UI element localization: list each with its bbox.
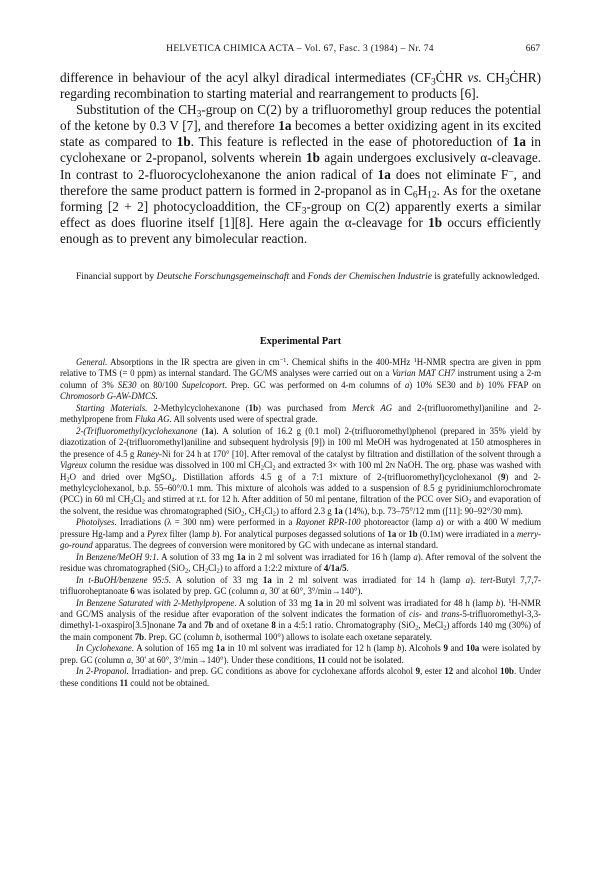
page-number: 667 [525,44,540,54]
exp-heading: In t-BuOH/benzene 95:5. [76,574,172,585]
section-title: Experimental Part [259,336,342,347]
running-header [60,44,540,60]
exp-heading: Photolyses. [76,517,117,528]
exp-heading: 2-(Trifluoromethyl)cyclohexanone [76,425,198,436]
exp-heading: In 2-Propanol. [76,666,129,677]
exp-starting-materials: Starting Materials. 2-Methylcyclohexanone (1b) was purchased from Merck AG and 2-(trifluoromethyl)aniline and 2-methylpropene from Fluka AG. All solvents used were of spectral grade. [60,402,542,425]
exp-heading: Starting Materials. [76,402,148,413]
exp-heading: In Cyclohexane. [76,643,135,654]
paragraph-continued: difference in behaviour of the acyl alkyl diradical intermediates ($CF_3ĊHR$ vs. $CH_3ĊHR$) regarding recombination to starting material and rearrangement to products [6]. [60,70,541,102]
journal-citation: HELVETICA CHIMICA ACTA – Vol. 67, Fasc. 3 (1984) – Nr. 74 [166,44,434,54]
exp-heading: In Benzene Saturated with 2-Methylpropene. [76,597,237,608]
acknowledgment: Financial support by Deutsche Forschungsgemeinschaft and Fonds der Chemischen Industrie is gratefully acknowledged. [76,272,540,282]
exp-methylpropene: In Benzene Saturated with 2-Methylpropene. A solution of 33 mg 1a in 20 ml solvent was irradiated for 48 h (lamp b). $^1$H-NMR and GC/MS analysis of the residue after evaporation of the solvent indicates the formation of cis- and trans-5-trifluoromethyl-3,3-dimethyl-1-oxaspiro[3.5]nonane 7a and 7b and of oxetane 8 in a 4:5:1 ratio. Chromatography (SiO$_2$, MeCl$_2$) affords 140 mg (30%) of the main component 7b. Prep. GC (column b, isothermal 100°) allows to isolate each oxetane separately. [60,597,541,642]
paragraph-substitution: Substitution of the $CH_3$-group on C(2) by a trifluoromethyl group reduces the potential of the ketone by 0.3 V [7], and therefore 1a becomes a better oxidizing agent in its excited state as compared to 1b. This feature is reflected in the ease of photoreduction of 1a in cyclohexane or 2-propanol, solvents wherein 1b again undergoes exclusively α-cleavage. In contrast to 2-fluorocyclohexanone the anion radical of 1a does not eliminate F−, and therefore the same product pattern is formed in 2-propanol as in $C_6H_{12}$. As for the oxetane forming [2 + 2] photocycloaddition, the $CF_3$-group on C(2) apparently exerts a similar effect as does fluorine itself [1][8]. Here again the α-cleavage for 1b occurs efficiently enough as to prevent any bimolecular reaction. [60,102,542,246]
main-body-text [60,70,541,247]
exp-benzene-meoh: In Benzene/MeOH 9:1. A solution of 33 mg 1a in 2 ml solvent was irradiated for 16 h (lamp a). After removal of the solvent the residue was chromatographed (SiO$_2$, $CH_2Cl_2$) to afford a 1:2:2 mixture of 4/1a/5. [60,551,542,575]
exp-photolyses: Photolyses. Irradiations (λ = 300 nm) were performed in a Rayonet RPR-100 photoreactor (lamp a) or with a 400 W medium pressure Hg-lamp and a Pyrex filter (lamp b). For analytical purposes degassed solutions of 1a or 1b (0.1M) were irradiated in a merry-go-round apparatus. The degrees of conversion were monitored by GC with undecane as internal standard. [60,517,542,551]
exp-general: General. Absorptions in the IR spectra are given in $cm^{-1}$. Chemical shifts in the 400-MHz $^1$H-NMR spectra are given in ppm relative to TMS (= 0 ppm) as internal standard. The GC/MS analyses were carried out on a Varian MAT CH7 instrument using a 2-m column of 3% SE30 on 80/100 Supelcoport. Prep. GC was performed on 4-m columns of a) 10% SE30 and b) 10% FFAP on Chromosorb G-AW-DMCS. [60,357,542,402]
experimental-section [60,357,541,689]
exp-propanol: In 2-Propanol. Irradiation- and prep. GC conditions as above for cyclohexane affords alcohol 9, ester 12 and alcohol 10b. Under these conditions 11 could not be obtained. [60,666,541,688]
exp-cyclohexane: In Cyclohexane. A solution of 165 mg 1a in 10 ml solvent was irradiated for 12 h (lamp b). Alcohols 9 and 10a were isolated by prep. GC (column a, 30' at 60°, 3°/min→140°). Under these conditions, 11 could not be isolated. [60,643,541,665]
exp-compound-1a: 2-(Trifluoromethyl)cyclohexanone (1a). A solution of 16.2 g (0.1 mol) 2-(trifluoromethyl)phenol (prepared in 35% yield by diazotization of 2-(trifluoromethyl)aniline and subsequent hydrolysis [9]) in 100 ml MeOH was hydrogenated at 150 atmospheres in the presence of 4.5 g Raney-Ni for 24 h at 170° [10]. After removal of the catalyst by filtration and distillation of the solvent through a Vigreux column the residue was dissolved in 100 ml $CH_2Cl_2$ and extracted 3× with 100 ml 2N NaOH. The org. phase was washed with $H_2O$ and dried over MgSO$_4$. Distillation affords 4.5 g of a 7:1 mixture of 2-(trifluoromethyl)cyclohexanol (9) and 2-methylcyclohexanol, b.p. 55–60°/0.1 mm. This mixture of alcohols was added to a suspension of 8.5 g pyridiniumchlorochromate (PCC) in 60 ml $CH_2Cl_2$ and stirred at r.t. for 12 h. After addition of 50 ml pentane, filtration of the PCC over SiO$_2$ and evaporation of the solvent, the residue was chromatographed (SiO$_2$, $CH_2Cl_2$) to afford 2.3 g 1a (14%), b.p. 73–75°/12 mm ([11]: 90–92°/30 mm). [60,425,541,518]
exp-heading: In Benzene/MeOH 9:1. [76,551,159,562]
exp-buoh-benzene: In t-BuOH/benzene 95:5. A solution of 33 mg 1a in 2 ml solvent was irradiated for 14 h (lamp a). tert-Butyl 7,7,7-trifluoroheptanoate 6 was isolated by prep. GC (column a, 30' at 60°, 3°/min→140°). [60,574,541,597]
exp-heading: General. [76,357,108,367]
